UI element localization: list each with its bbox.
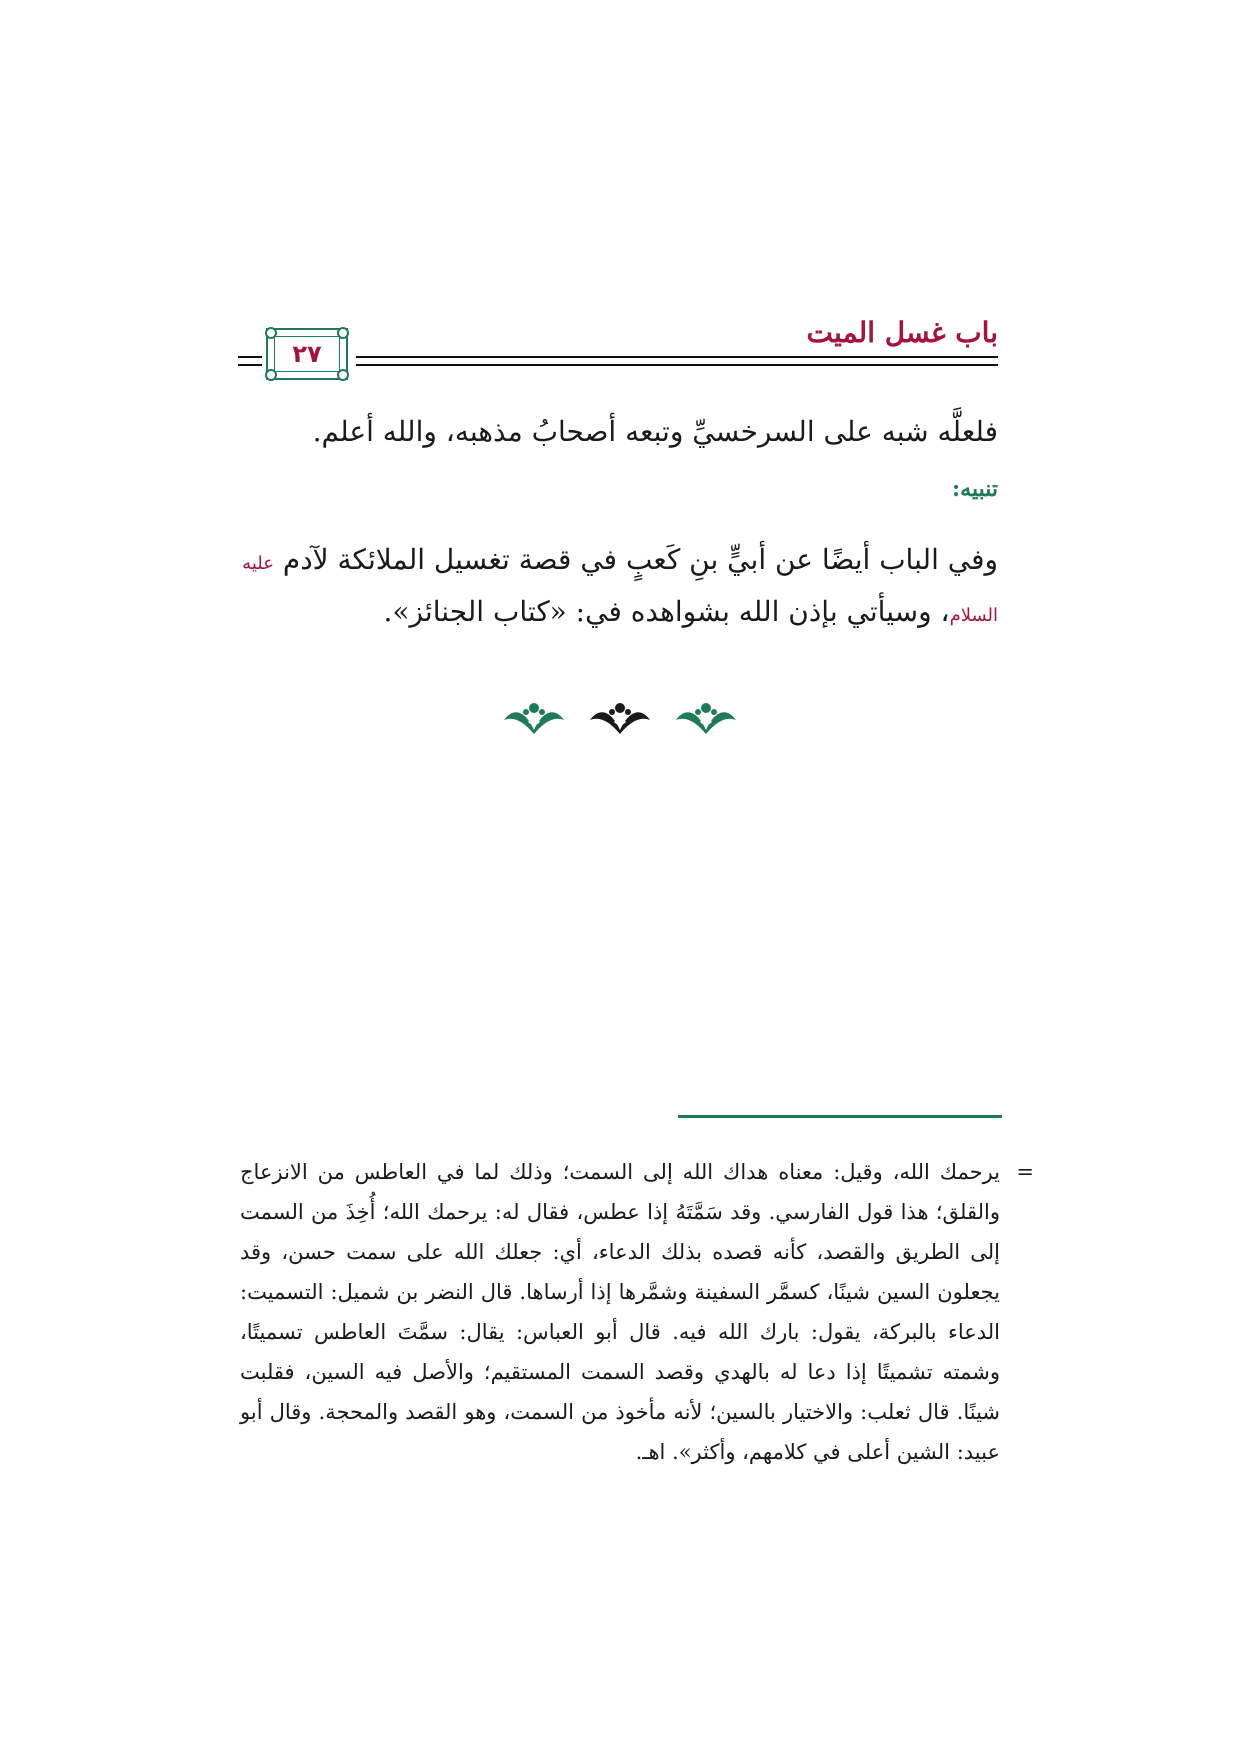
note-heading: تنبيه:	[952, 476, 998, 502]
header-rule-right-bottom	[356, 364, 998, 366]
footnote-block	[240, 1152, 1034, 1472]
header-rule-right-top	[356, 356, 998, 358]
paragraph-text-part2: ، وسيأتي بإذن الله بشواهده في: «كتاب الجنائز».	[383, 595, 950, 628]
section-end-ornament	[0, 700, 1240, 736]
paragraph-text-part1: وفي الباب أيضًا عن أبيٍّ بنِ كَعبٍ في قصة تغسيل الملائكة لآدم	[282, 543, 998, 576]
floral-ornament-icon	[502, 700, 566, 736]
header-rule-left-top	[238, 356, 262, 358]
body-line-conclusion: فلعلَّه شبه على السرخسيِّ وتبعه أصحابُ مذهبه، والله أعلم.	[312, 415, 998, 448]
body-paragraph	[238, 536, 998, 640]
floral-ornament-icon	[674, 700, 738, 736]
footnote-text: يرحمك الله، وقيل: معناه هداك الله إلى السمت؛ وذلك لما في العاطس من الانزعاج والقلق؛ هذا قول الفارسي. وقد سَمَّتَهُ إذا عطس، فقال له: يرحمك الله؛ أُخِذَ من السمت إلى الطريق والقصد، كأنه قصده بذلك الدعاء، أي: جعلك الله على سمت حسن، وقد يجعلون السين شينًا، كسمَّر السفينة وشمَّرها إذا أرساها. قال النضر بن شميل: التسميت: الدعاء بالبركة، يقول: بارك الله فيه. قال أبو العباس: يقال: سمَّتَ العاطس تسميتًا، وشمته تشميتًا إذا دعا له بالهدي وقصد السمت المستقيم؛ والأصل فيه السين، فقلبت شينًا. قال ثعلب: والاختيار بالسين؛ لأنه مأخوذ من السمت، وهو القصد والمحجة. وقال أبو عبيد: الشين أعلى في كلامهم، وأكثر». اهـ.	[240, 1160, 1000, 1464]
page-number-frame	[266, 328, 348, 380]
floral-ornament-icon	[588, 700, 652, 736]
honorific-glyph: عليه السلام	[242, 553, 998, 626]
footnote-continuation-marker: =	[1016, 1160, 1034, 1184]
page-header	[238, 318, 998, 388]
chapter-title: باب غسل الميت	[806, 316, 998, 349]
footnote-separator	[678, 1115, 1002, 1118]
page-number: ٢٧	[292, 340, 322, 368]
header-rule-left-bottom	[238, 364, 262, 366]
